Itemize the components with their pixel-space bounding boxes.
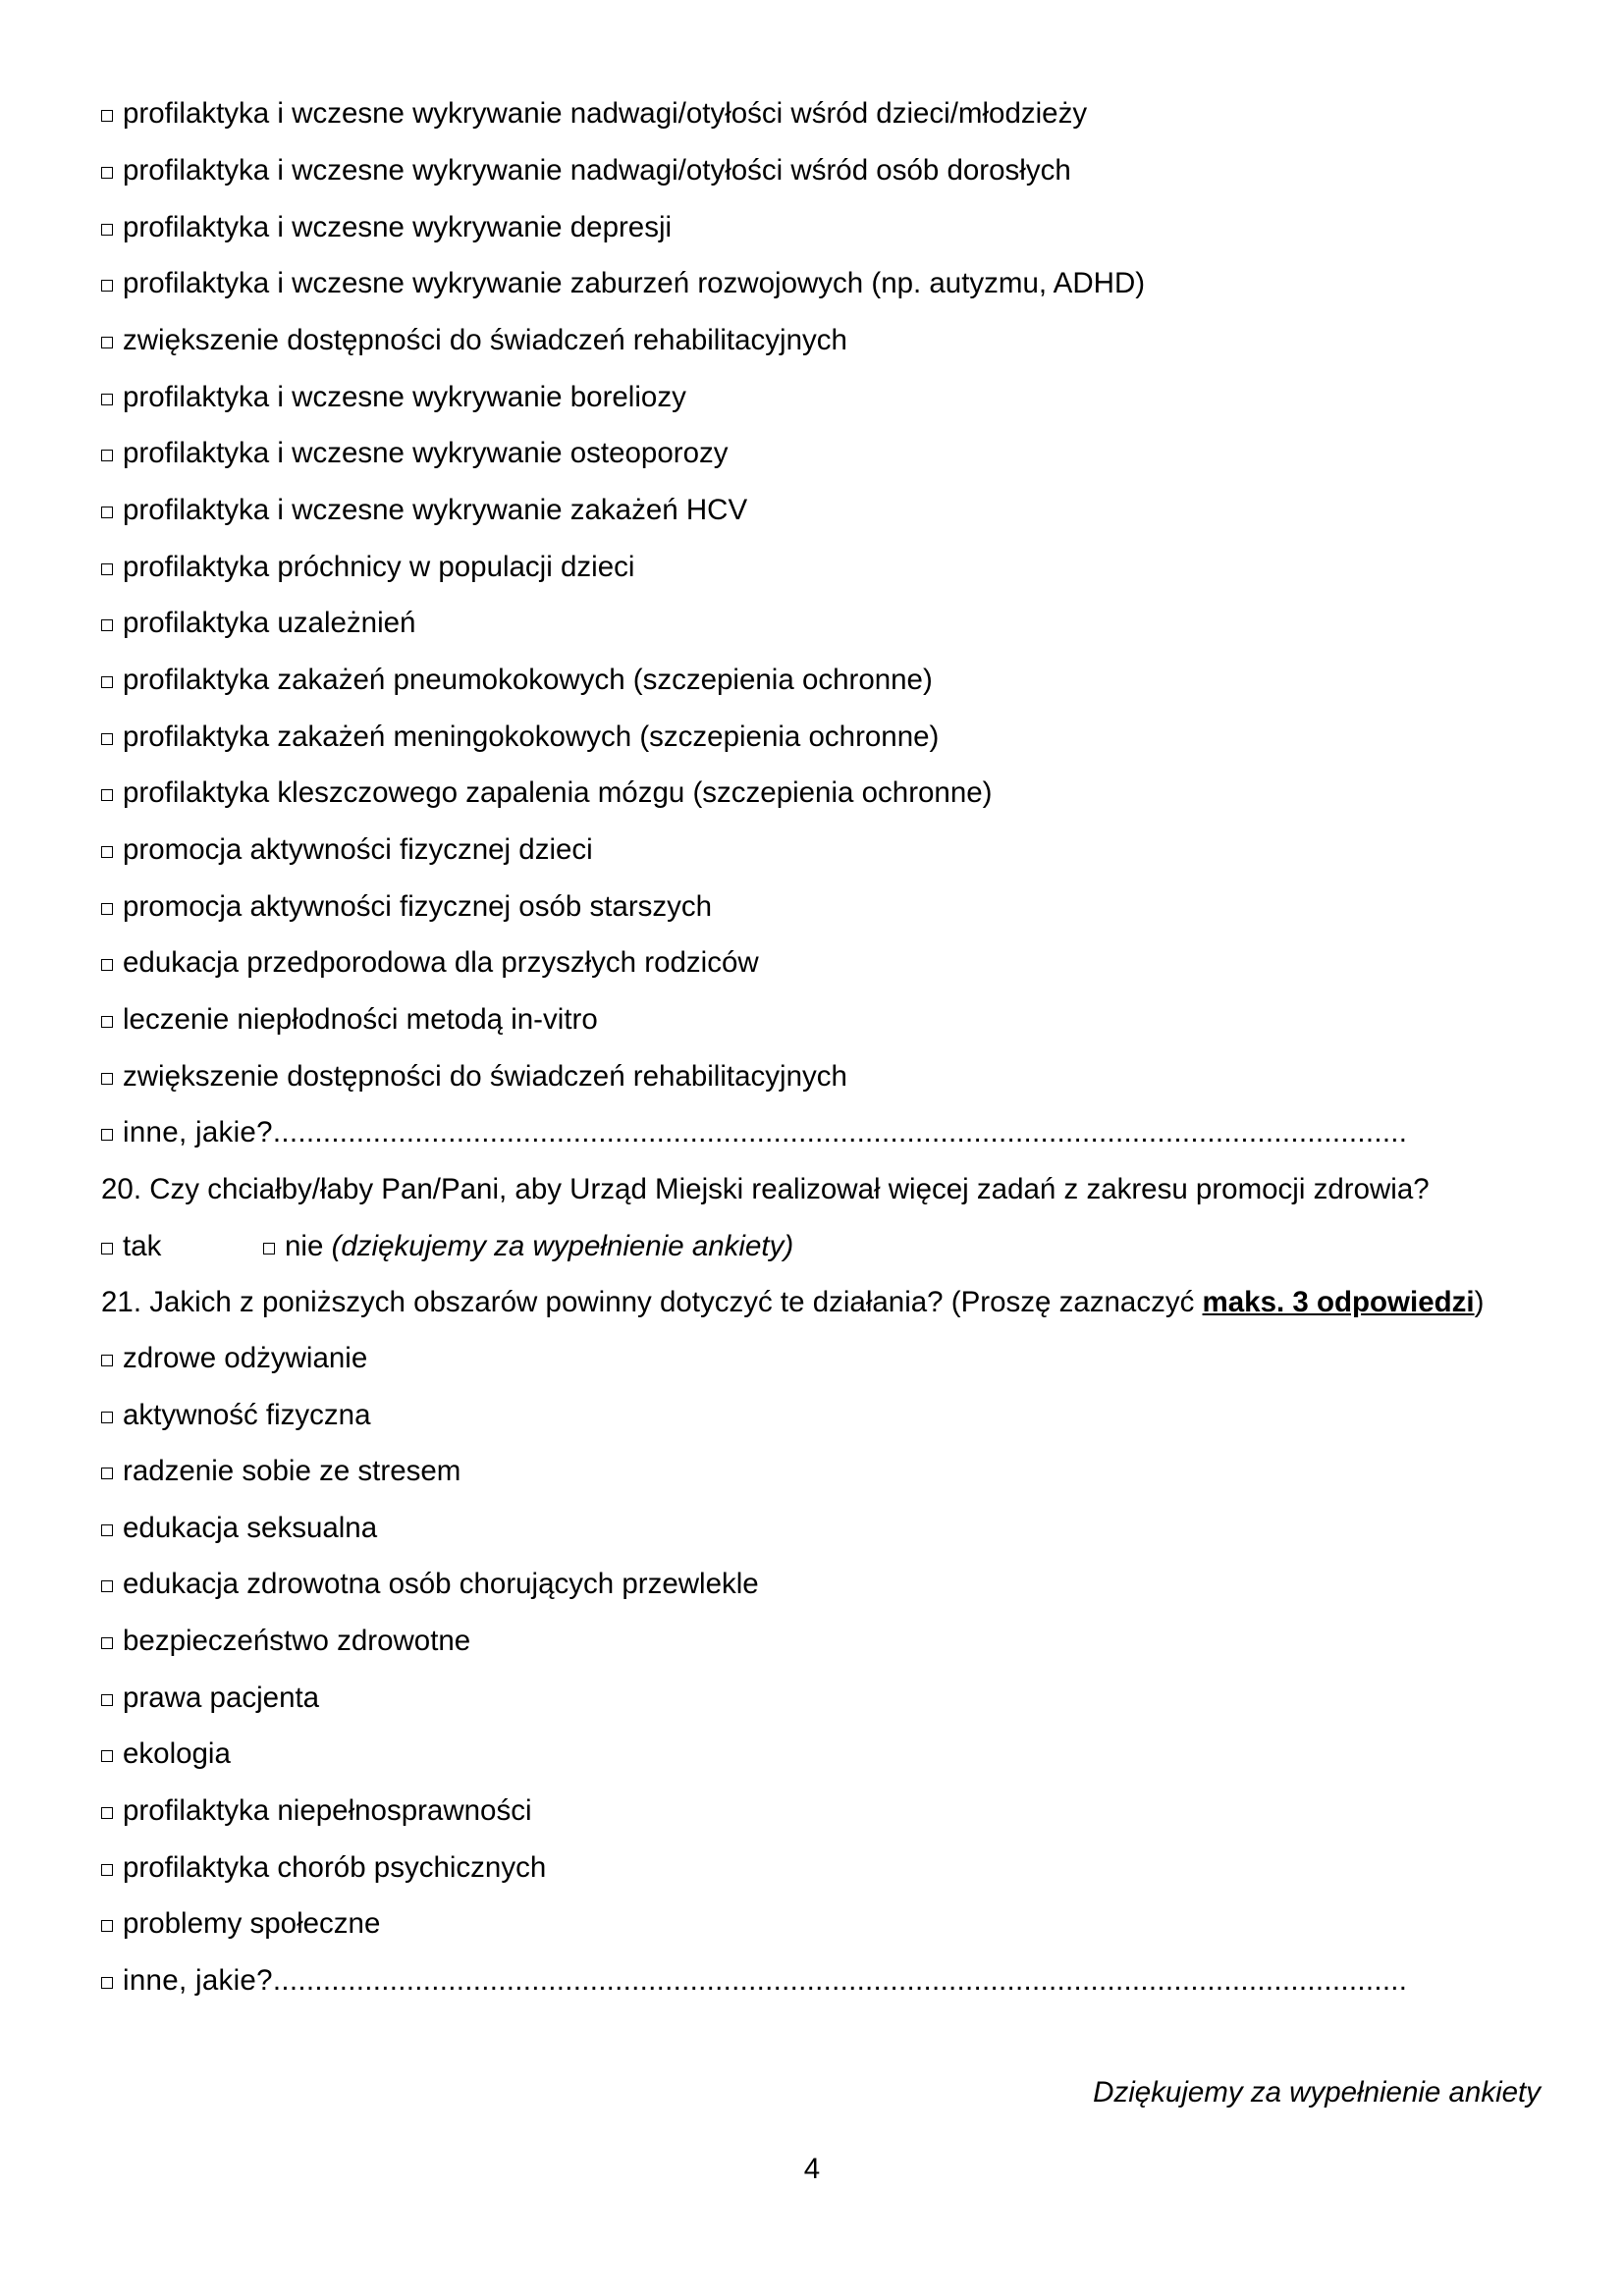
checkbox-icon[interactable] (101, 563, 113, 575)
checkbox-icon[interactable] (101, 1468, 113, 1479)
option-label: edukacja przedporodowa dla przyszłych rodziców (123, 946, 759, 979)
checkbox-icon[interactable] (101, 1524, 113, 1536)
list-item[interactable] (101, 1511, 377, 1546)
list-item[interactable] (101, 606, 415, 641)
question-20-options (101, 1229, 985, 1264)
option-label: profilaktyka i wczesne wykrywanie osteoporozy (123, 437, 729, 469)
list-item[interactable] (101, 266, 1145, 301)
list-item[interactable] (101, 1567, 759, 1602)
list-item[interactable] (101, 493, 747, 528)
option-label: edukacja seksualna (123, 1512, 378, 1544)
option-label: tak (123, 1230, 162, 1262)
checkbox-icon[interactable] (101, 733, 113, 745)
option-label: profilaktyka i wczesne wykrywanie nadwagi/otyłości wśród osób dorosłych (123, 154, 1071, 187)
option-label-other[interactable]: inne, jakie?........................................................................................................................................ (123, 1116, 1408, 1148)
option-label: profilaktyka kleszczowego zapalenia mózgu (szczepienia ochronne) (123, 776, 993, 809)
list-item[interactable] (101, 153, 1071, 188)
option-label: prawa pacjenta (123, 1682, 320, 1714)
question-text: 21. Jakich z poniższych obszarów powinny dotyczyć te działania? (Proszę zaznaczyć (101, 1286, 1203, 1318)
question-text: 20. Czy chciałby/łaby Pan/Pani, aby Urząd Miejski realizował więcej zadań z zakresu promocji zdrowia? (101, 1173, 1430, 1205)
closing-thanks: Dziękujemy za wypełnienie ankiety (1093, 2076, 1541, 2109)
checkbox-icon[interactable] (101, 394, 113, 405)
checkbox-icon[interactable] (101, 450, 113, 461)
list-item[interactable] (101, 889, 712, 925)
option-label: profilaktyka i wczesne wykrywanie boreliozy (123, 381, 686, 413)
checkbox-icon[interactable] (101, 903, 113, 915)
checkbox-icon[interactable] (101, 167, 113, 179)
checkbox-icon[interactable] (101, 1580, 113, 1592)
option-label: nie (285, 1230, 324, 1262)
page-number: 4 (803, 2153, 821, 2185)
question-text-suffix: ) (1474, 1286, 1485, 1318)
list-item[interactable] (101, 1002, 598, 1038)
checkbox-icon[interactable] (101, 337, 113, 348)
list-item[interactable] (101, 1681, 319, 1716)
option-label: radzenie sobie ze stresem (123, 1455, 461, 1487)
option-label: profilaktyka uzależnień (123, 607, 416, 639)
list-item[interactable] (101, 832, 593, 868)
list-item[interactable] (101, 1850, 546, 1886)
option-label: profilaktyka niepełnosprawności (123, 1794, 532, 1827)
list-item[interactable] (101, 380, 686, 415)
list-item[interactable] (101, 663, 933, 698)
list-item[interactable] (101, 210, 672, 245)
option-label: zwiększenie dostępności do świadczeń rehabilitacyjnych (123, 1060, 847, 1093)
list-item[interactable] (101, 1736, 231, 1772)
checkbox-icon[interactable] (101, 1637, 113, 1649)
checkbox-icon[interactable] (101, 959, 113, 971)
checkbox-icon[interactable] (101, 1016, 113, 1028)
option-label: aktywność fizyczna (123, 1399, 371, 1431)
option-label: zwiększenie dostępności do świadczeń rehabilitacyjnych (123, 324, 847, 356)
checkbox-icon[interactable] (101, 1073, 113, 1085)
checkbox-icon[interactable] (101, 110, 113, 122)
checkbox-icon[interactable] (101, 1355, 113, 1366)
option-label: edukacja zdrowotna osób chorujących przewlekle (123, 1568, 759, 1600)
checkbox-icon[interactable] (263, 1243, 275, 1255)
option-label: promocja aktywności fizycznej dzieci (123, 833, 593, 866)
list-item[interactable] (101, 323, 847, 358)
option-label: profilaktyka zakażeń pneumokokowych (szczepienia ochronne) (123, 664, 933, 696)
option-label: problemy społeczne (123, 1907, 381, 1940)
option-label: profilaktyka i wczesne wykrywanie zaburzeń rozwojowych (np. autyzmu, ADHD) (123, 267, 1146, 299)
option-yes[interactable] (101, 1230, 161, 1262)
checkbox-icon[interactable] (101, 1412, 113, 1423)
checkbox-icon[interactable] (101, 676, 113, 688)
option-label: profilaktyka i wczesne wykrywanie zakażeń HCV (123, 494, 748, 526)
list-item[interactable] (101, 96, 1087, 132)
list-item[interactable] (101, 436, 728, 471)
checkbox-icon[interactable] (101, 1694, 113, 1706)
question-21 (101, 1285, 1484, 1320)
checkbox-icon[interactable] (101, 1864, 113, 1876)
list-item[interactable] (101, 945, 759, 981)
checkbox-icon[interactable] (101, 1243, 113, 1255)
option-label: profilaktyka i wczesne wykrywanie nadwagi/otyłości wśród dzieci/młodzieży (123, 97, 1088, 130)
option-label-other[interactable]: inne, jakie?........................................................................................................................................ (123, 1964, 1408, 1997)
option-no[interactable] (263, 1229, 793, 1264)
option-label: profilaktyka próchnicy w populacji dzieci (123, 551, 635, 583)
question-emphasis: maks. 3 odpowiedzi (1202, 1286, 1475, 1318)
list-item[interactable] (101, 1341, 367, 1376)
option-label: leczenie niepłodności metodą in-vitro (123, 1003, 598, 1036)
option-label: zdrowe odżywianie (123, 1342, 368, 1374)
checkbox-icon[interactable] (101, 619, 113, 631)
checkbox-icon[interactable] (101, 789, 113, 801)
option-label: promocja aktywności fizycznej osób starszych (123, 890, 713, 923)
list-item[interactable] (101, 1624, 470, 1659)
checkbox-icon[interactable] (101, 846, 113, 858)
checkbox-icon[interactable] (101, 1750, 113, 1762)
checkbox-icon[interactable] (101, 1920, 113, 1932)
option-note: (dziękujemy za wypełnienie ankiety) (331, 1230, 794, 1262)
list-item-other[interactable] (101, 1963, 1407, 1999)
list-item[interactable] (101, 1059, 847, 1095)
option-label: ekologia (123, 1737, 231, 1770)
checkbox-icon[interactable] (101, 280, 113, 292)
list-item[interactable] (101, 550, 634, 585)
list-item-other[interactable] (101, 1115, 1407, 1150)
option-label: profilaktyka i wczesne wykrywanie depresji (123, 211, 673, 243)
question-20 (101, 1172, 1430, 1207)
checkbox-icon[interactable] (101, 1807, 113, 1819)
list-item[interactable] (101, 1793, 532, 1829)
list-item[interactable] (101, 775, 992, 811)
list-item[interactable] (101, 1454, 460, 1489)
option-label: profilaktyka chorób psychicznych (123, 1851, 547, 1884)
checkbox-icon[interactable] (101, 507, 113, 518)
checkbox-icon[interactable] (101, 224, 113, 236)
option-label: profilaktyka zakażeń meningokokowych (szczepienia ochronne) (123, 721, 940, 753)
list-item[interactable] (101, 720, 939, 755)
checkbox-icon[interactable] (101, 1129, 113, 1141)
option-label: bezpieczeństwo zdrowotne (123, 1625, 471, 1657)
checkbox-icon[interactable] (101, 1977, 113, 1989)
list-item[interactable] (101, 1398, 370, 1433)
list-item[interactable] (101, 1906, 380, 1942)
